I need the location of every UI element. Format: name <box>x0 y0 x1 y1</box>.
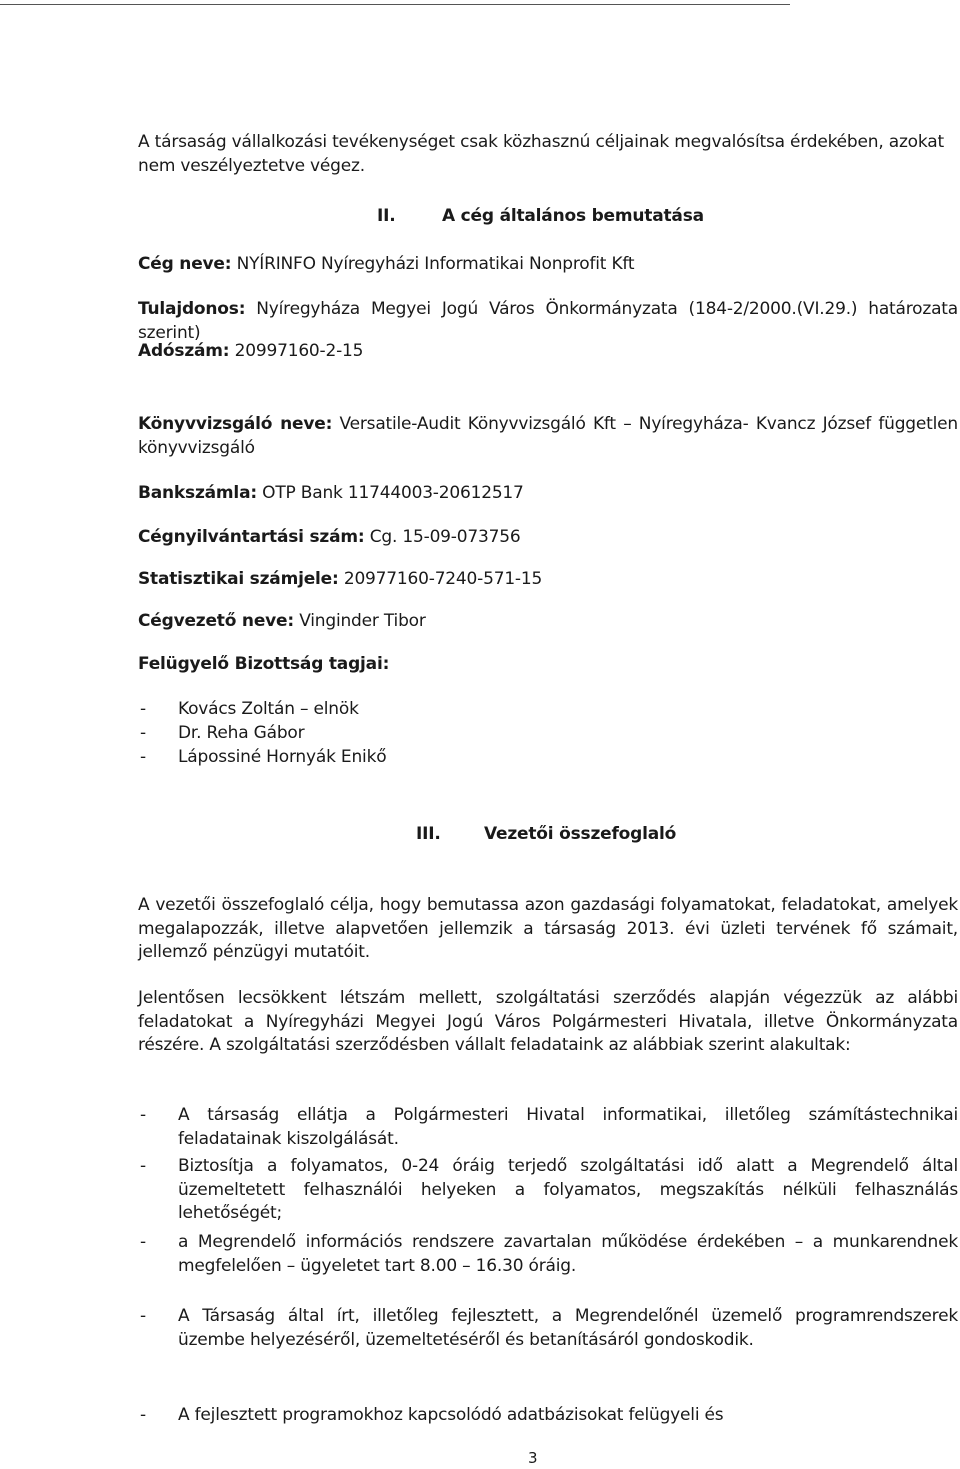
bank-account-value: OTP Bank 11744003-20612517 <box>262 483 524 503</box>
list-dash: - <box>140 1232 146 1252</box>
ceo-field <box>138 610 958 634</box>
list-dash: - <box>140 747 146 767</box>
section-2-title: A cég általános bemutatása <box>442 206 704 226</box>
company-name-label: Cég neve: <box>138 254 232 274</box>
statistical-number-value: 20977160-7240-571-15 <box>343 569 543 589</box>
board-heading <box>138 653 958 677</box>
list-dash: - <box>140 699 146 719</box>
task-item-5-text: A fejlesztett programokhoz kapcsolódó adatbázisokat felügyeli és <box>178 1405 724 1425</box>
owner-field <box>138 298 958 345</box>
bank-account-field <box>138 482 958 506</box>
board-member-1-text: Kovács Zoltán – elnök <box>178 699 359 719</box>
auditor-value: Versatile-Audit Könyvvizsgáló Kft – Nyíregyháza- Kvancz József független könyvvizsgáló <box>138 414 958 458</box>
board-member-2 <box>140 722 304 746</box>
page-number: 3 <box>528 1449 538 1467</box>
section-2-number: II. <box>377 206 396 226</box>
section-3-title: Vezetői összefoglaló <box>484 824 677 844</box>
board-member-1 <box>140 698 359 722</box>
list-dash: - <box>140 723 146 743</box>
company-name-value: NYÍRINFO Nyíregyházi Informatikai Nonprofit Kft <box>236 254 635 274</box>
tax-number-field <box>138 340 958 364</box>
task-item-3-text: a Megrendelő információs rendszere zavartalan működése érdekében – a munkarendnek megfelelően – ügyeletet tart 8.00 – 16.30 óráig. <box>178 1232 958 1276</box>
ceo-value: Vinginder Tibor <box>299 611 426 631</box>
auditor-label: Könyvvizsgáló neve: <box>138 414 333 434</box>
list-dash: - <box>140 1306 146 1326</box>
list-dash: - <box>140 1405 146 1425</box>
statistical-number-label: Statisztikai számjele: <box>138 569 339 589</box>
registry-number-field <box>138 526 958 550</box>
registry-number-value: Cg. 15-09-073756 <box>369 527 521 547</box>
list-dash: - <box>140 1156 146 1176</box>
task-item-4-text: A Társaság által írt, illetőleg fejlesztett, a Megrendelőnél üzemelő programrendszerek üzembe helyezéséről, üzemeltetéséről és betanításáról gondoskodik. <box>178 1306 958 1350</box>
board-label: Felügyelő Bizottság tagjai: <box>138 654 390 674</box>
owner-label: Tulajdonos: <box>138 299 246 319</box>
board-member-3-text: Lápossiné Hornyák Enikő <box>178 747 387 767</box>
owner-value: Nyíregyháza Megyei Jogú Város Önkormányzata (184-2/2000.(VI.29.) határozata szerint) <box>138 299 958 343</box>
intro-paragraph: A társaság vállalkozási tevékenységet csak közhasznú céljainak megvalósítsa érdekében, azokat nem veszélyeztetve végez. <box>138 132 944 176</box>
board-member-3 <box>140 746 386 770</box>
summary-paragraph-1: A vezetői összefoglaló célja, hogy bemutassa azon gazdasági folyamatokat, feladatokat, amelyek megalapozzák, illetve alapvetően jellemzik a társaság 2013. évi üzleti tervének fő számait, jellemző pénzügyi mutatóit. <box>138 895 958 962</box>
task-item-1-text: A társaság ellátja a Polgármesteri Hivatal informatikai, illetőleg számítástechnikai feladatainak kiszolgálását. <box>178 1105 958 1149</box>
board-member-2-text: Dr. Reha Gábor <box>178 723 305 743</box>
top-rule <box>0 4 790 5</box>
task-item-2-text: Biztosítja a folyamatos, 0-24 óráig terjedő szolgáltatási idő alatt a Megrendelő által üzemeltetett felhasználói helyeken a folyamatos, megszakítás nélküli felhasználás lehetőségét; <box>178 1156 958 1223</box>
list-dash: - <box>140 1105 146 1125</box>
bank-account-label: Bankszámla: <box>138 483 257 503</box>
section-3-number: III. <box>416 824 441 844</box>
registry-number-label: Cégnyilvántartási szám: <box>138 527 365 547</box>
tax-number-value: 20997160-2-15 <box>234 341 364 361</box>
statistical-number-field <box>138 568 958 592</box>
auditor-field <box>138 413 958 460</box>
ceo-label: Cégvezető neve: <box>138 611 294 631</box>
tax-number-label: Adószám: <box>138 341 230 361</box>
summary-paragraph-2: Jelentősen lecsökkent létszám mellett, szolgáltatási szerződés alapján végezzük az alábbi feladatokat a Nyíregyházi Megyei Jogú Város Polgármesteri Hivatala, illetve Önkormányzata részére. A szolgáltatási szerződésben vállalt feladataink az alábbiak szerint alakultak: <box>138 988 958 1055</box>
company-name-field <box>138 253 958 277</box>
